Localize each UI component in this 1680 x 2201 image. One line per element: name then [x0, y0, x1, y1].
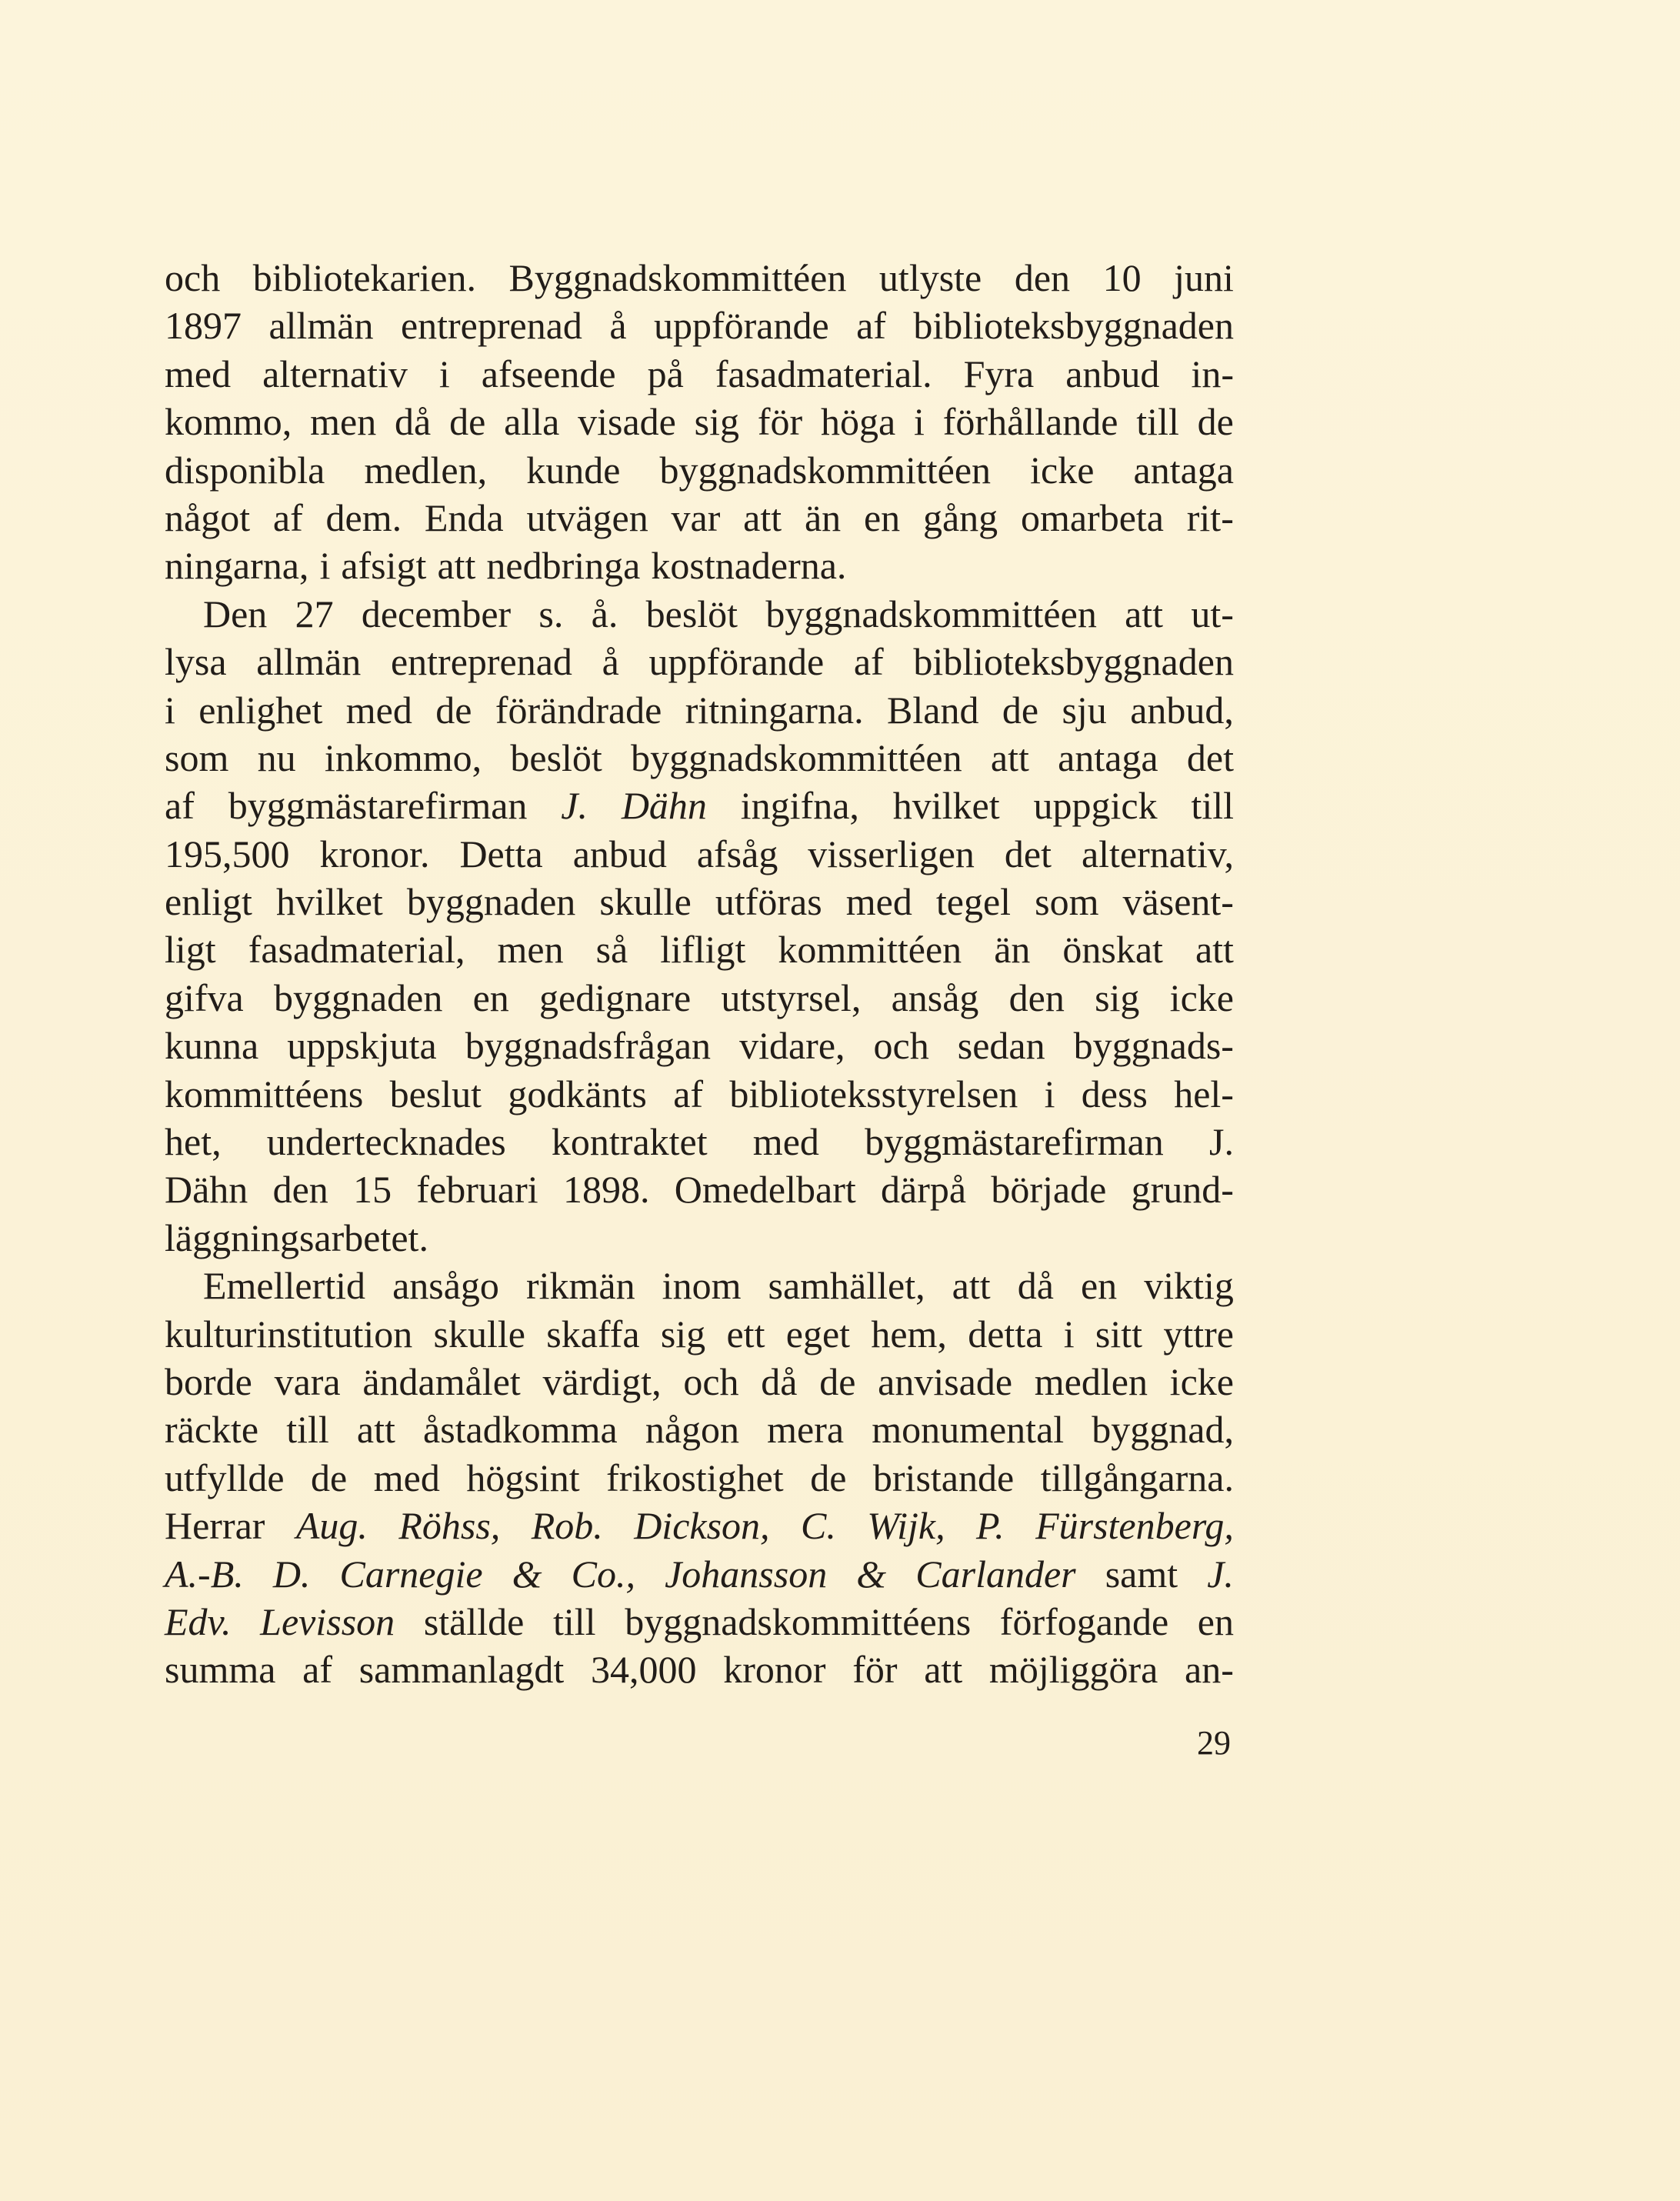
- word: en: [1080, 1264, 1118, 1308]
- text-line: [165, 1358, 1234, 1406]
- word: fasadmaterial,: [248, 928, 465, 972]
- text-line: [165, 734, 1234, 782]
- word: att: [952, 1264, 991, 1308]
- word: för: [852, 1648, 898, 1692]
- word: gång: [922, 495, 998, 539]
- word: alla: [504, 400, 560, 444]
- word: yttre: [1163, 1312, 1234, 1356]
- word: utvägen: [526, 495, 648, 539]
- word: af: [856, 304, 886, 348]
- word: läggningsarbetet.: [165, 1216, 428, 1259]
- word: Enda: [424, 495, 504, 539]
- word: inom: [662, 1264, 742, 1308]
- word: december: [361, 592, 512, 635]
- word: men: [310, 400, 377, 444]
- word: omarbeta: [1020, 495, 1164, 539]
- word: skaffa: [546, 1312, 640, 1356]
- word: uppförande: [648, 640, 825, 684]
- word: byggnadskommittéen: [631, 735, 962, 779]
- word: hvilket: [275, 880, 383, 924]
- word: lysa: [165, 640, 227, 684]
- text-line: [165, 1310, 1234, 1358]
- word: an-: [1185, 1648, 1234, 1692]
- word: byggmästarefirman: [865, 1120, 1164, 1164]
- word: den: [1008, 975, 1065, 1019]
- word: &: [856, 1552, 887, 1596]
- word: att: [1195, 928, 1234, 972]
- word: byggnadsfrågan: [465, 1024, 712, 1068]
- word: räckte: [165, 1408, 259, 1452]
- word: väsent-: [1122, 880, 1234, 924]
- word: än: [804, 495, 842, 539]
- word: Byggnadskommittéen: [508, 256, 847, 299]
- text-line: [165, 1214, 1234, 1262]
- word: i: [914, 400, 925, 444]
- word: i: [319, 544, 331, 588]
- word: å.: [591, 592, 618, 635]
- word: de: [311, 1456, 348, 1499]
- word: af: [673, 1072, 704, 1116]
- word: förändrade: [495, 688, 662, 732]
- word: 195,500: [165, 832, 290, 875]
- word: 15: [353, 1168, 392, 1212]
- word: lifligt: [660, 928, 746, 972]
- word: Carnegie: [339, 1552, 483, 1596]
- word: antaga: [1058, 735, 1158, 779]
- word: biblioteksstyrelsen: [729, 1072, 1018, 1116]
- word: fasadmaterial.: [715, 352, 932, 395]
- word: en: [863, 495, 901, 539]
- word: byggnads-: [1073, 1024, 1234, 1068]
- word: och: [165, 256, 221, 299]
- word: Levisson: [260, 1599, 395, 1643]
- word: s.: [538, 592, 564, 635]
- word: byggmästarefirman: [228, 784, 528, 828]
- word: alternativ: [262, 352, 408, 395]
- word: i: [165, 688, 175, 732]
- word: tillgångarna.: [1040, 1456, 1234, 1499]
- word: åstadkomma: [423, 1408, 618, 1452]
- word: alternativ,: [1081, 832, 1234, 875]
- word: dess: [1081, 1072, 1148, 1116]
- word: en: [472, 975, 509, 1019]
- word: ningarna,: [165, 544, 309, 588]
- word: sedan: [957, 1024, 1045, 1068]
- word: Omedelbart: [674, 1168, 856, 1212]
- text-line: [165, 1502, 1234, 1549]
- word: godkänts: [508, 1072, 647, 1116]
- word: de: [449, 400, 486, 444]
- word: afseende: [481, 352, 616, 395]
- word: Wijk,: [867, 1504, 945, 1548]
- word: möjliggöra: [988, 1648, 1158, 1692]
- word: detta: [968, 1312, 1043, 1356]
- word: skulle: [599, 880, 692, 924]
- word: nu: [257, 735, 296, 779]
- word: till: [286, 1408, 329, 1452]
- word: Bland: [887, 688, 979, 732]
- word: högsint: [466, 1456, 580, 1499]
- text-line: [165, 925, 1234, 973]
- word: Detta: [459, 832, 543, 875]
- word: då: [761, 1359, 798, 1403]
- word: inkommo,: [324, 735, 482, 779]
- word: af: [272, 495, 303, 539]
- word: kommittéen: [778, 928, 962, 972]
- word: som: [165, 735, 229, 779]
- word: mera: [767, 1408, 845, 1452]
- text-line: [165, 254, 1234, 302]
- word: å: [609, 304, 627, 348]
- word: sammanlagdt: [358, 1648, 565, 1692]
- word: borde: [165, 1359, 252, 1403]
- word: till: [1191, 784, 1234, 828]
- word: kommittéens: [165, 1072, 364, 1116]
- word: och: [683, 1359, 739, 1403]
- word: i: [1063, 1312, 1075, 1356]
- word: sitt: [1095, 1312, 1143, 1356]
- word: de: [435, 688, 472, 732]
- word: i: [1044, 1072, 1055, 1116]
- word: anvisade: [878, 1359, 1013, 1403]
- word: någon: [645, 1408, 740, 1452]
- word: värdigt,: [542, 1359, 662, 1403]
- text-line: [165, 1646, 1234, 1693]
- text-line: [165, 878, 1234, 925]
- word: utföras: [715, 880, 822, 924]
- word: ansågo: [392, 1264, 499, 1308]
- word: ändamålet: [362, 1359, 521, 1403]
- word: summa: [165, 1648, 276, 1692]
- word: byggnad,: [1092, 1408, 1234, 1452]
- word: vidare,: [739, 1024, 845, 1068]
- word: å: [602, 640, 619, 684]
- word: byggnaden: [406, 880, 576, 924]
- word: Dähn: [621, 784, 707, 828]
- text-line: [165, 494, 1234, 542]
- word: började: [991, 1168, 1107, 1212]
- word: Aug.: [295, 1504, 368, 1548]
- word: Fyra: [963, 352, 1035, 395]
- text-line: [165, 1550, 1234, 1598]
- word: afsåg: [696, 832, 778, 875]
- text-line: [165, 446, 1234, 494]
- word: juni: [1174, 256, 1234, 299]
- word: in-: [1191, 352, 1234, 395]
- word: förfogande: [999, 1599, 1169, 1643]
- word: sig: [660, 1312, 706, 1356]
- text-line: [165, 1118, 1234, 1166]
- word: Emellertid: [203, 1264, 366, 1308]
- word: visade: [578, 400, 676, 444]
- word: ingifna,: [740, 784, 859, 828]
- word: hel-: [1174, 1072, 1234, 1116]
- word: och: [873, 1024, 929, 1068]
- word: gedignare: [539, 975, 692, 1019]
- word: samhället,: [768, 1264, 925, 1308]
- word: var: [671, 495, 721, 539]
- word: uppskjuta: [287, 1024, 437, 1068]
- word: med: [165, 352, 232, 395]
- word: disponibla: [165, 448, 325, 492]
- text-line: [165, 350, 1234, 398]
- word: men: [497, 928, 564, 972]
- word: A.-B.: [165, 1552, 244, 1596]
- word: ut-: [1191, 592, 1234, 635]
- word: att: [437, 544, 476, 588]
- word: uppgick: [1033, 784, 1158, 828]
- word: Den: [203, 592, 268, 635]
- word: kronor.: [319, 832, 430, 875]
- word: grund-: [1131, 1168, 1234, 1212]
- word: sig: [694, 400, 740, 444]
- word: frikostighet: [606, 1456, 784, 1499]
- word: att: [924, 1648, 963, 1692]
- word: att: [990, 735, 1029, 779]
- word: de: [1002, 688, 1039, 732]
- word: 1898.: [562, 1168, 650, 1212]
- word: 10: [1102, 256, 1142, 299]
- word: eget: [785, 1312, 851, 1356]
- word: uppförande: [653, 304, 829, 348]
- word: till: [1136, 400, 1179, 444]
- word: som: [1035, 880, 1099, 924]
- text-line: [165, 1406, 1234, 1453]
- word: den: [272, 1168, 328, 1212]
- word: det: [1186, 735, 1234, 779]
- word: undertecknades: [266, 1120, 506, 1164]
- word: Dickson,: [634, 1504, 770, 1548]
- word: medlen: [1034, 1359, 1148, 1403]
- word: bristande: [872, 1456, 1015, 1499]
- word: något: [165, 495, 251, 539]
- word: icke: [1030, 448, 1095, 492]
- word: till: [552, 1599, 596, 1643]
- word: höga: [821, 400, 896, 444]
- word: ritningarna.: [685, 688, 864, 732]
- text-line: [165, 398, 1234, 445]
- word: entreprenad: [390, 640, 572, 684]
- word: så: [595, 928, 628, 972]
- word: för: [757, 400, 803, 444]
- word: hvilket: [892, 784, 1000, 828]
- text-line: [165, 638, 1234, 685]
- word: beslöt: [645, 592, 738, 635]
- word: en: [1197, 1599, 1234, 1643]
- word: Herrar: [165, 1504, 265, 1548]
- word: allmän: [268, 304, 374, 348]
- word: byggnadskommittéen: [659, 448, 992, 492]
- word: Röhss,: [398, 1504, 501, 1548]
- body-text: [165, 254, 1234, 1694]
- word: biblioteksbyggnaden: [913, 304, 1234, 348]
- word: entreprenad: [400, 304, 582, 348]
- word: ställde: [423, 1599, 525, 1643]
- word: biblioteksbyggnaden: [913, 640, 1234, 684]
- word: att: [743, 495, 782, 539]
- word: viktig: [1144, 1264, 1234, 1308]
- word: med: [373, 1456, 440, 1499]
- word: med: [345, 688, 412, 732]
- word: Edv.: [165, 1599, 232, 1643]
- word: hem,: [871, 1312, 947, 1356]
- word: anbud: [1065, 352, 1160, 395]
- word: kulturinstitution: [165, 1312, 413, 1356]
- word: ett: [726, 1312, 765, 1356]
- word: de: [810, 1456, 847, 1499]
- word: Johansson: [665, 1552, 828, 1596]
- word: byggnadskommittéens: [625, 1599, 972, 1643]
- word: antaga: [1133, 448, 1234, 492]
- word: anbud,: [1130, 688, 1234, 732]
- word: kommo,: [165, 400, 292, 444]
- word: 1897: [165, 304, 242, 348]
- word: nedbringa: [486, 544, 641, 588]
- word: skulle: [433, 1312, 525, 1356]
- word: monumental: [872, 1408, 1065, 1452]
- word: af: [165, 784, 195, 828]
- word: 27: [295, 592, 334, 635]
- text-line: [165, 686, 1234, 734]
- word: D.: [272, 1552, 311, 1596]
- word: de: [819, 1359, 856, 1403]
- word: af: [302, 1648, 332, 1692]
- word: kunde: [526, 448, 621, 492]
- word: då: [395, 400, 432, 444]
- word: P.: [976, 1504, 1005, 1548]
- text-line: [165, 1166, 1234, 1213]
- word: allmän: [256, 640, 362, 684]
- word: att: [1125, 592, 1164, 635]
- text-line: [165, 302, 1234, 349]
- word: kronor: [723, 1648, 826, 1692]
- word: det: [1004, 832, 1052, 875]
- word: vara: [274, 1359, 341, 1403]
- word: samt: [1105, 1552, 1178, 1596]
- word: de: [1197, 400, 1234, 444]
- word: rikmän: [525, 1264, 635, 1308]
- word: rit-: [1186, 495, 1234, 539]
- word: utfyllde: [165, 1456, 285, 1499]
- word: ligt: [165, 928, 216, 972]
- word: förhållande: [942, 400, 1118, 444]
- word: kostnaderna.: [651, 544, 847, 588]
- page-number: 29: [1197, 1724, 1231, 1762]
- word: anbud: [572, 832, 667, 875]
- word: kunna: [165, 1024, 259, 1068]
- text-line: [165, 1262, 1234, 1309]
- word: gifva: [165, 975, 244, 1019]
- word: byggnaden: [273, 975, 443, 1019]
- word: C.: [800, 1504, 836, 1548]
- text-line: [165, 974, 1234, 1022]
- word: med: [752, 1120, 819, 1164]
- word: Fürstenberg,: [1035, 1504, 1234, 1548]
- word: het,: [165, 1120, 222, 1164]
- word: J.: [1207, 1552, 1234, 1596]
- word: icke: [1169, 1359, 1234, 1403]
- word: enlighet: [198, 688, 323, 732]
- word: beslöt: [510, 735, 602, 779]
- word: visserligen: [808, 832, 975, 875]
- word: J.: [1208, 1120, 1234, 1164]
- word: på: [647, 352, 684, 395]
- word: icke: [1169, 975, 1234, 1019]
- text-line: [165, 782, 1234, 829]
- word: medlen,: [364, 448, 488, 492]
- word: Co.,: [571, 1552, 636, 1596]
- word: af: [853, 640, 884, 684]
- word: den: [1014, 256, 1071, 299]
- word: sig: [1095, 975, 1140, 1019]
- word: tegel: [935, 880, 1012, 924]
- word: byggnadskommittéen: [765, 592, 1097, 635]
- word: med: [845, 880, 912, 924]
- text-line: [165, 1022, 1234, 1069]
- word: enligt: [165, 880, 252, 924]
- word: sju: [1062, 688, 1107, 732]
- word: Carlander: [915, 1552, 1076, 1596]
- word: afsigt: [341, 544, 427, 588]
- word: att: [356, 1408, 395, 1452]
- word: utlyste: [878, 256, 982, 299]
- word: dem.: [325, 495, 402, 539]
- text-line: [165, 1070, 1234, 1118]
- word: Rob.: [531, 1504, 603, 1548]
- word: önskat: [1062, 928, 1163, 972]
- word: utstyrsel,: [721, 975, 862, 1019]
- word: bibliotekarien.: [252, 256, 476, 299]
- word: februari: [416, 1168, 538, 1212]
- text-line: [165, 542, 1234, 589]
- word: beslut: [389, 1072, 482, 1116]
- word: J.: [561, 784, 588, 828]
- text-line: [165, 1598, 1234, 1646]
- word: än: [994, 928, 1031, 972]
- word: ansåg: [891, 975, 979, 1019]
- text-line: [165, 830, 1234, 878]
- word: 34,000: [591, 1648, 697, 1692]
- word: &: [512, 1552, 542, 1596]
- word: då: [1017, 1264, 1054, 1308]
- word: kontraktet: [551, 1120, 708, 1164]
- text-line: [165, 590, 1234, 638]
- word: i: [438, 352, 450, 395]
- word: Dähn: [165, 1168, 248, 1212]
- text-line: [165, 1454, 1234, 1502]
- word: därpå: [881, 1168, 967, 1212]
